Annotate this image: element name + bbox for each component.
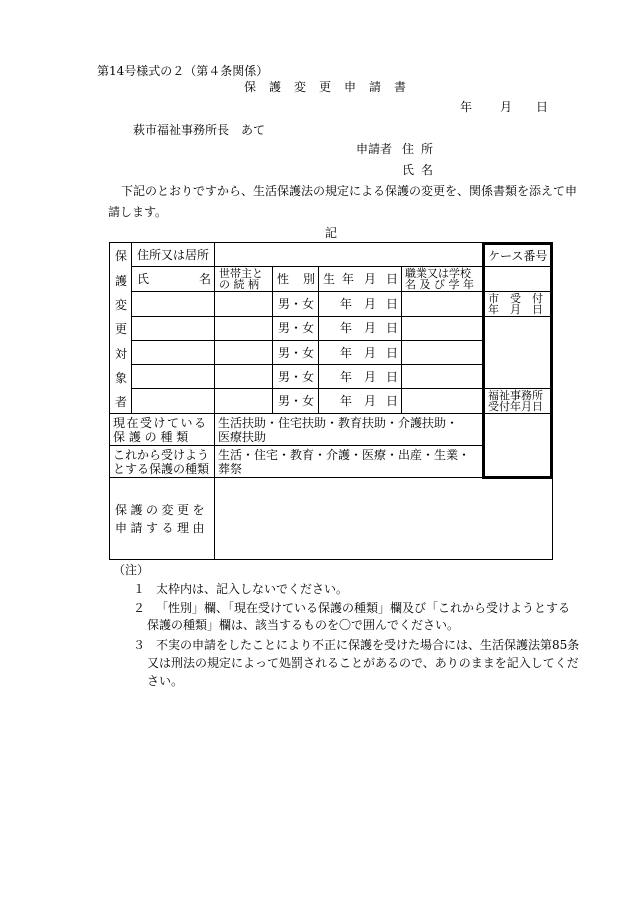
row-1-gender[interactable]: 男・女 — [278, 297, 315, 311]
date-year-label: 年 — [460, 100, 473, 114]
note-1-line-1: 太枠内は、記入しないでください。 — [156, 582, 349, 596]
reason-label-line-1: 保護の変更を — [115, 503, 209, 517]
intro-text-line-1: 下記のとおりですから、生活保護法の規定による保護の変更を、関係書類を添えて申 — [121, 184, 578, 198]
row-1-month: 月 — [364, 297, 377, 311]
row-5-day: 日 — [386, 394, 399, 408]
header-birth-char-4: 日 — [386, 272, 399, 286]
city-received-line-1: 市 受 付 — [488, 292, 543, 305]
city-received-line-2: 年 月 日 — [488, 303, 543, 316]
row-4-day: 日 — [386, 370, 399, 384]
form-number: 第14号様式の２（第４条関係） — [97, 64, 269, 78]
row-2-day: 日 — [386, 321, 399, 335]
row-5-gender[interactable]: 男・女 — [278, 394, 315, 408]
row-3-day: 日 — [386, 346, 399, 360]
future-protection-value-line-2[interactable]: 葬祭 — [218, 462, 243, 476]
header-relationship-line-2: の 続 柄 — [219, 278, 259, 291]
header-birth-char-3: 月 — [364, 272, 377, 286]
current-protection-value-line-2[interactable]: 医療扶助 — [218, 430, 267, 444]
side-label-char-3: 変 — [115, 298, 128, 312]
future-protection-value-line-1[interactable]: 生活・住宅・教育・介護・医療・出産・生業・ — [218, 448, 471, 462]
note-3-line-3: さい。 — [147, 674, 184, 688]
note-3-line-2: 又は刑法の規定によって処罰されることがあるので、ありのままを記入してくだ — [147, 656, 579, 670]
side-label-char-6: 象 — [115, 371, 128, 385]
addressee: 萩市福祉事務所長 あて — [133, 123, 266, 137]
reason-label-line-2: 申請する理由 — [115, 521, 209, 535]
form-title: 保護変更申請書 — [244, 80, 420, 94]
header-name-char-1: 氏 — [137, 272, 150, 286]
row-5-month: 月 — [364, 394, 377, 408]
applicant-label: 申請者 — [356, 142, 393, 156]
side-label-char-2: 護 — [115, 274, 128, 288]
note-1-number: １ — [133, 582, 146, 596]
current-protection-label-line-1: 現在受けている — [113, 416, 208, 430]
future-protection-label-line-1: これから受けよう — [113, 448, 210, 462]
header-birth-char-1: 生 — [323, 272, 336, 286]
future-protection-label-line-2: とする保護の種類 — [113, 462, 210, 476]
row-4-month: 月 — [364, 370, 377, 384]
header-gender-char-2: 別 — [303, 272, 316, 286]
reason-field[interactable] — [215, 478, 552, 559]
office-received-line-1: 福祉事務所 — [488, 389, 543, 402]
row-3-gender[interactable]: 男・女 — [278, 346, 315, 360]
intro-text-line-2: 請します。 — [108, 205, 168, 219]
notes-heading: （注） — [113, 563, 150, 577]
date-month-label: 月 — [500, 100, 513, 114]
row-5-year: 年 — [340, 394, 353, 408]
side-label-char-5: 対 — [115, 347, 128, 361]
applicant-address-label: 住所 — [402, 142, 441, 156]
row-4-year: 年 — [340, 370, 353, 384]
note-2-number: ２ — [133, 601, 146, 615]
side-label-char-7: 者 — [115, 395, 128, 409]
note-3-number: ３ — [133, 638, 146, 652]
header-relationship-line-1: 世帯主と — [219, 267, 263, 280]
case-number-label: ケース番号 — [488, 249, 548, 263]
row-1-day: 日 — [386, 297, 399, 311]
row-3-month: 月 — [364, 346, 377, 360]
current-protection-label-line-2: 保 護 の 種 類 — [113, 430, 189, 444]
row-2-month: 月 — [364, 321, 377, 335]
header-gender-char-1: 性 — [277, 272, 290, 286]
note-2-line-2: 保護の種類」欄は、該当するものを〇で囲んでください。 — [147, 618, 460, 632]
applicant-name-label: 氏名 — [402, 163, 441, 177]
row-3-year: 年 — [340, 346, 353, 360]
header-occupation-line-1: 職業又は学校 — [405, 267, 471, 280]
note-3-line-1: 不実の申請をしたことにより不正に保護を受けた場合には、生活保護法第85条 — [156, 638, 580, 652]
date-day-label: 日 — [536, 100, 549, 114]
current-protection-value-line-1[interactable]: 生活扶助・住宅扶助・教育扶助・介護扶助・ — [218, 416, 459, 430]
header-birth-char-2: 年 — [342, 272, 355, 286]
side-label-char-4: 更 — [115, 322, 128, 336]
side-label-char-1: 保 — [115, 249, 128, 263]
ki-heading: 記 — [325, 226, 338, 240]
address-field[interactable] — [215, 243, 481, 266]
header-occupation-line-2: 名 及 び 学 年 — [405, 278, 474, 291]
header-name-char-2: 名 — [199, 272, 212, 286]
row-1-year: 年 — [340, 297, 353, 311]
note-2-line-1: 「性別」欄、「現在受けている保護の種類」欄及び「これから受けようとする — [156, 601, 571, 615]
row-4-gender[interactable]: 男・女 — [278, 370, 315, 384]
office-received-line-2: 受付年月日 — [488, 400, 543, 413]
row-2-year: 年 — [340, 321, 353, 335]
row-2-gender[interactable]: 男・女 — [278, 321, 315, 335]
address-label: 住所又は居所 — [137, 248, 210, 262]
